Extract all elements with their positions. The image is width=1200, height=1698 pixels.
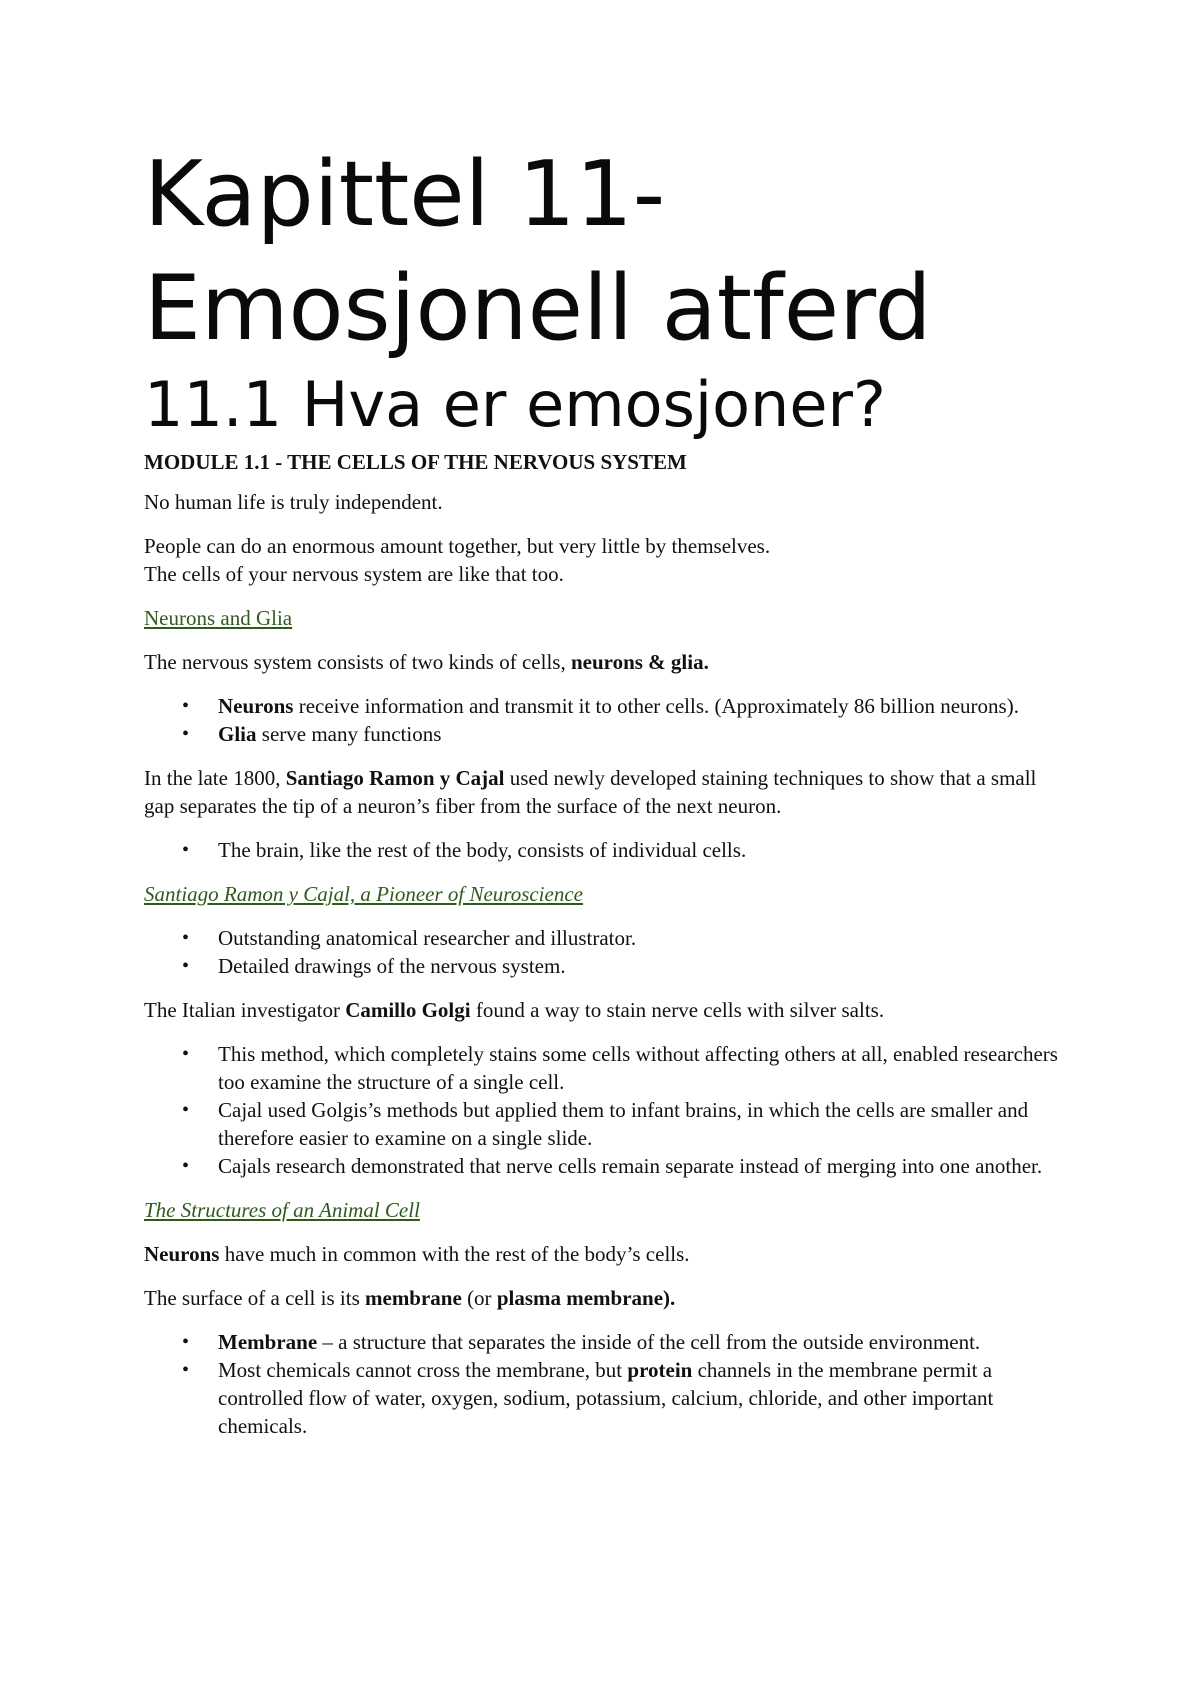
bullet-icon: • [182,927,190,949]
text-run: In the late 1800, [144,766,286,790]
intro-paragraph-2 [144,532,1070,588]
text-run: Cajals research demonstrated that nerve cells remain separate instead of merging into one another. [218,1154,1043,1178]
list-item [182,692,1070,720]
neurons-glia-list [144,692,1070,748]
list-item [182,720,1070,748]
bold-term: Membrane [218,1330,318,1354]
text-run: serve many functions [256,722,442,746]
list-item [182,1096,1070,1152]
heading-animal-cell: The Structures of an Animal Cell [144,1198,420,1222]
bold-term: Neurons [144,1242,220,1266]
text-run: The nervous system consists of two kinds of cells, [144,650,571,674]
membrane-paragraph [144,1284,1070,1312]
text-run: Most chemicals cannot cross the membrane, but [218,1358,628,1382]
text-run: The brain, like the rest of the body, consists of individual cells. [218,838,747,862]
section-subtitle: 11.1 Hva er emosjoner? [144,368,886,441]
module-heading: MODULE 1.1 - THE CELLS OF THE NERVOUS SYSTEM [144,450,687,474]
bullet-icon: • [182,955,190,977]
list-item [182,1040,1070,1096]
text-run: Detailed drawings of the nervous system. [218,954,566,978]
bullet-icon: • [182,1043,190,1065]
bold-term: membrane [365,1286,462,1310]
cajal-list [144,924,1070,980]
text-run: The Italian investigator [144,998,346,1022]
title-line-2: Emosjonell atferd [144,256,932,361]
bold-term: plasma membrane). [496,1286,676,1310]
golgi-method-list [144,1040,1070,1180]
text-run: The surface of a cell is its [144,1286,365,1310]
bullet-icon: • [182,1155,190,1177]
bullet-icon: • [182,1099,190,1121]
text-run: This method, which completely stains some cells without affecting others at all, enabled researchers too examine the structure of a single cell. [218,1042,1058,1094]
bullet-icon: • [182,1359,190,1381]
document-title [144,138,1070,366]
neurons-common-paragraph [144,1240,1070,1268]
list-item [182,924,1070,952]
text-run: channels in the membrane permit a controlled flow of water, oxygen, sodium, potassium, calcium, chloride, and other important chemicals. [218,1358,994,1438]
cajal-history-paragraph [144,764,1070,820]
list-item [182,1328,1070,1356]
text-run: have much in common with the rest of the body’s cells. [219,1242,690,1266]
bold-term: Neurons [218,694,294,718]
text-run: – a structure that separates the inside of the cell from the outside environment. [317,1330,981,1354]
text-run: found a way to stain nerve cells with silver salts. [470,998,885,1022]
list-item [182,952,1070,980]
heading-neurons-and-glia: Neurons and Glia [144,606,293,630]
list-item [182,1152,1070,1180]
bold-term: Glia [218,722,257,746]
bold-term: neurons & glia. [570,650,709,674]
heading-cajal-pioneer: Santiago Ramon y Cajal, a Pioneer of Neuroscience [144,882,583,906]
text-run: Cajal used Golgis’s methods but applied them to infant brains, in which the cells are smaller and therefore easier to examine on a single slide. [218,1098,1029,1150]
bold-term: Santiago Ramon y Cajal [285,766,505,790]
text-run: used newly developed staining techniques to show that a small gap separates the tip of a neuron’s fiber from the surface of the next neuron. [144,766,1037,818]
bold-term: protein [627,1358,693,1382]
title-line-1: Kapittel 11- [144,142,666,247]
intro-line-1: People can do an enormous amount together, but very little by themselves. [144,534,771,558]
bullet-icon: • [182,723,190,745]
text-run: Outstanding anatomical researcher and illustrator. [218,926,637,950]
bullet-icon: • [182,695,190,717]
bullet-icon: • [182,839,190,861]
list-item [182,1356,1070,1440]
intro-line-2: The cells of your nervous system are like that too. [144,562,564,586]
text-run: receive information and transmit it to other cells. (Approximately 86 billion neurons). [293,694,1019,718]
golgi-paragraph [144,996,1070,1024]
intro-paragraph-1: No human life is truly independent. [144,490,443,514]
text-run: (or [461,1286,497,1310]
bullet-icon: • [182,1331,190,1353]
bold-term: Camillo Golgi [345,998,471,1022]
brain-cells-list [144,836,1070,864]
neurons-glia-paragraph [144,648,1070,676]
membrane-list [144,1328,1070,1440]
list-item [182,836,1070,864]
